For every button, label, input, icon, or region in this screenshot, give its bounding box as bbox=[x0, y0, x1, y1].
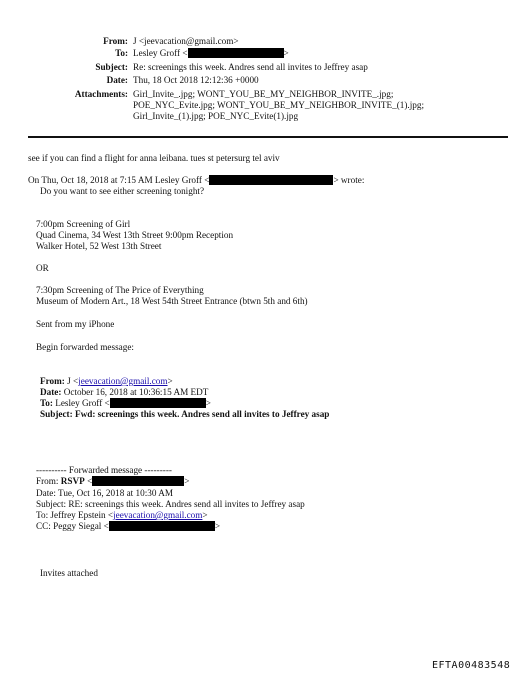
fwd1-date-value: October 16, 2018 at 10:36:15 AM EDT bbox=[63, 387, 209, 397]
attachment-line-2: POE_NYC_Evite.jpg; WONT_YOU_BE_MY_NEIGHBOR_INVITE_(1).jpg; bbox=[133, 100, 424, 110]
fwd1-subject bbox=[40, 409, 329, 420]
fwd1-from-end: > bbox=[167, 376, 173, 386]
fwd2-from-name: RSVP bbox=[60, 476, 85, 486]
fwd2-from bbox=[36, 476, 189, 487]
fwd1-date bbox=[40, 387, 208, 398]
attachments-label: Attachments: bbox=[74, 89, 128, 99]
quote-intro-end: > wrote: bbox=[333, 175, 365, 185]
header-divider bbox=[28, 136, 508, 138]
redaction-box bbox=[92, 476, 184, 486]
fwd1-to bbox=[40, 398, 211, 409]
fwd1-from bbox=[40, 376, 173, 387]
screening1-line-1: 7:00pm Screening of Girl bbox=[36, 219, 131, 229]
date-value: Thu, 18 Oct 2018 12:12:36 +0000 bbox=[133, 75, 259, 85]
quote-intro-start: On Thu, Oct 18, 2018 at 7:15 AM Lesley Groff < bbox=[28, 175, 210, 185]
subject-value: Re: screenings this week. Andres send all invites to Jeffrey asap bbox=[133, 62, 368, 72]
fwd1-from-name: J < bbox=[67, 376, 79, 386]
to-label: To: bbox=[115, 48, 128, 58]
screening2-line-1: 7:30pm Screening of The Price of Everything bbox=[36, 285, 204, 295]
to-end: > bbox=[283, 48, 289, 58]
from-label: From: bbox=[103, 36, 128, 46]
fwd1-from-label: From: bbox=[40, 376, 65, 386]
question-text: Do you want to see either screening tonight? bbox=[40, 186, 205, 196]
fwd2-cc-start: CC: Peggy Siegal < bbox=[36, 521, 109, 531]
from-value: J <jeevacation@gmail.com> bbox=[133, 36, 239, 46]
fwd1-to-name: Lesley Groff < bbox=[55, 398, 110, 408]
sent-from: Sent from my iPhone bbox=[36, 319, 115, 329]
redaction-box bbox=[188, 48, 284, 58]
to-name: Lesley Groff < bbox=[133, 48, 188, 58]
or-text: OR bbox=[36, 263, 49, 273]
date-label: Date: bbox=[106, 75, 128, 85]
quote-intro bbox=[28, 175, 364, 186]
attachment-line-1: Girl_Invite_.jpg; WONT_YOU_BE_MY_NEIGHBOR_INVITE_.jpg; bbox=[133, 89, 394, 99]
redaction-box bbox=[110, 398, 206, 408]
reply-text: see if you can find a flight for anna leibana. tues st petersurg tel aviv bbox=[28, 153, 280, 163]
fwd2-to-start: To: Jeffrey Epstein < bbox=[36, 510, 114, 520]
fwd2-to-end: > bbox=[202, 510, 208, 520]
begin-forwarded: Begin forwarded message: bbox=[36, 342, 134, 352]
fwd1-from-email-link[interactable]: jeevacation@gmail.com bbox=[78, 376, 168, 386]
fwd2-date: Date: Tue, Oct 16, 2018 at 10:30 AM bbox=[36, 488, 174, 498]
fwd2-to-email-link[interactable]: jeevacation@gmail.com bbox=[113, 510, 203, 520]
fwd1-to-label: To: bbox=[40, 398, 53, 408]
fwd2-from-open: < bbox=[87, 476, 93, 486]
document-id: EFTA00483548 bbox=[432, 660, 511, 671]
fwd2-to bbox=[36, 510, 208, 521]
fwd1-date-label: Date: bbox=[40, 387, 62, 397]
fwd2-cc bbox=[36, 521, 220, 532]
fwd2-cc-end: > bbox=[214, 521, 221, 531]
fwd2-divider: ---------- Forwarded message --------- bbox=[36, 465, 172, 475]
attachment-line-3: Girl_Invite_(1).jpg; POE_NYC_Evite(1).jpg bbox=[133, 111, 299, 121]
fwd2-subject: Subject: RE: screenings this week. Andres send all invites to Jeffrey asap bbox=[36, 499, 305, 509]
screening2-line-2: Museum of Modern Art., 18 West 54th Street Entrance (btwn 5th and 6th) bbox=[36, 296, 308, 306]
fwd1-subject-label: Subject: bbox=[40, 409, 73, 419]
redaction-box bbox=[209, 175, 333, 185]
fwd2-from-label: From: bbox=[36, 476, 59, 486]
invites-attached: Invites attached bbox=[40, 568, 98, 578]
fwd2-from-end: > bbox=[184, 476, 190, 486]
screening1-line-2: Quad Cinema, 34 West 13th Street 9:00pm Reception bbox=[36, 230, 234, 240]
screening1-line-3: Walker Hotel, 52 West 13th Street bbox=[36, 241, 162, 251]
subject-label: Subject: bbox=[95, 62, 128, 72]
redaction-box bbox=[109, 521, 215, 531]
fwd1-to-end: > bbox=[205, 398, 211, 408]
to-value bbox=[133, 48, 289, 59]
fwd1-subject-value: Fwd: screenings this week. Andres send all invites to Jeffrey asap bbox=[74, 409, 330, 419]
